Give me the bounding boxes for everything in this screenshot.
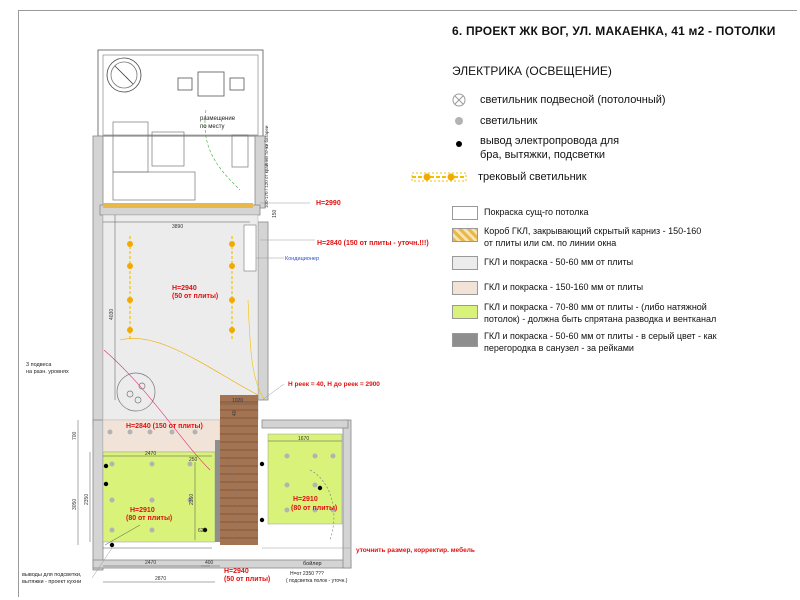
finish-label-3a: ГКЛ и покраска - 50-60 мм от плиты — [484, 257, 634, 267]
dim-700: 700 — [72, 431, 78, 440]
height-2940-main-1: Н=2940 — [172, 285, 197, 292]
slat-ceiling — [220, 395, 258, 545]
dim-4030: 4030 — [109, 308, 115, 320]
conditioner-unit — [244, 225, 256, 271]
clarify-note: уточнить размер, корректир. мебель — [356, 547, 475, 554]
finish-label-2a: Короб ГКЛ, закрывающий скрытый карниз - 150-160 — [484, 226, 702, 236]
height-2990: Н=2990 — [316, 200, 341, 207]
shelf-note-2: ( подсветка полок - уточн.) — [286, 578, 348, 584]
height-2910-left-1: Н=2910 — [130, 507, 155, 514]
dim-2470-bottom: 2470 — [145, 560, 157, 566]
main-ceiling — [103, 215, 258, 420]
legend-outlet-label-1: вывод электропровода для — [480, 135, 620, 147]
dim-1020: 1020 — [232, 398, 244, 404]
dim-3050: 3050 — [72, 498, 78, 510]
height-2940-bottom-2: (50 от плиты) — [224, 576, 271, 583]
dim-2870: 2870 — [155, 576, 167, 582]
height-2910-left-2: (80 от плиты) — [126, 515, 173, 522]
finish-label-1a: Покраска сущ-го потолка — [484, 207, 589, 217]
finish-label-6b: перегородка в санузел - за рейками — [484, 343, 634, 353]
legend-pendant-label: светильник подвесной (потолочный) — [480, 94, 666, 106]
dim-400: 400 — [205, 560, 214, 566]
kitchen-note-1: выводы для подсветки, — [22, 572, 82, 578]
height-2910-right-2: (80 от плиты) — [291, 505, 338, 512]
shelf-note-1: Н=от 2350 ??? — [290, 571, 324, 577]
kitchen-note-2: вытяжки - проект кухни — [22, 579, 82, 585]
suspension-note-1: 3 подвеса — [26, 362, 52, 368]
legend-track-label: трековый светильник — [478, 171, 587, 183]
finish-label-2b: от плиты или см. по линии окна — [484, 238, 617, 248]
balcony — [98, 50, 263, 136]
finish-label-6a: ГКЛ и покраска - 50-60 мм от плиты - в серый цвет - как — [484, 331, 717, 341]
slats-height: Н реек = 40, Н до реек = 2900 — [288, 381, 380, 388]
battery-note: 100-170 / 120 от крайней точки батареи — [264, 125, 269, 208]
height-2910-right-1: Н=2910 — [293, 496, 318, 503]
height-2940-main-2: (50 от плиты) — [172, 293, 219, 300]
dim-620: 620 — [198, 528, 207, 534]
drawing-title: 6. ПРОЕКТ ЖК ВОГ, УЛ. МАКАЕНКА, 41 м2 - ПОТОЛКИ — [452, 24, 776, 38]
height-2840-top: Н=2840 (150 от плиты - уточн.!!!) — [317, 240, 429, 247]
conditioner-label: Кондиционер — [285, 256, 320, 262]
dim-250: 250 — [189, 457, 198, 463]
suspension-note-2: на разн. уровнях — [26, 369, 69, 375]
finish-label-4a: ГКЛ и покраска - 150-160 мм от плиты — [484, 282, 644, 292]
height-2940-bottom-1: Н=2940 — [224, 568, 249, 575]
height-2840-mid: Н=2840 (150 от плиты) — [126, 423, 203, 430]
legend-outlet-label-2: бра, вытяжки, подсветки — [480, 149, 606, 161]
dim-3890: 3890 — [172, 224, 184, 230]
cornice-box — [103, 203, 253, 208]
dim-2470-top: 2470 — [145, 451, 157, 457]
dim-2350: 2350 — [84, 493, 90, 505]
dim-150: 150 — [272, 209, 278, 218]
furniture — [113, 122, 248, 200]
placement-note-2: по месту — [200, 124, 225, 130]
legend-lamp-label: светильник — [480, 115, 538, 127]
finish-label-5b: потолок) - должна быть спрятана разводка и вентканал — [484, 314, 717, 324]
placement-note-1: размещение — [200, 116, 236, 122]
finish-label-5a: ГКЛ и покраска - 70-80 мм от плиты - (либо натяжной — [484, 302, 707, 312]
boiler-label: бойлер — [303, 561, 322, 567]
section-heading: ЭЛЕКТРИКА (ОСВЕЩЕНИЕ) — [452, 64, 612, 78]
dim-2350b: 2350 — [189, 493, 195, 505]
dim-1670: 1670 — [298, 436, 310, 442]
dim-40: 40 — [232, 410, 238, 416]
